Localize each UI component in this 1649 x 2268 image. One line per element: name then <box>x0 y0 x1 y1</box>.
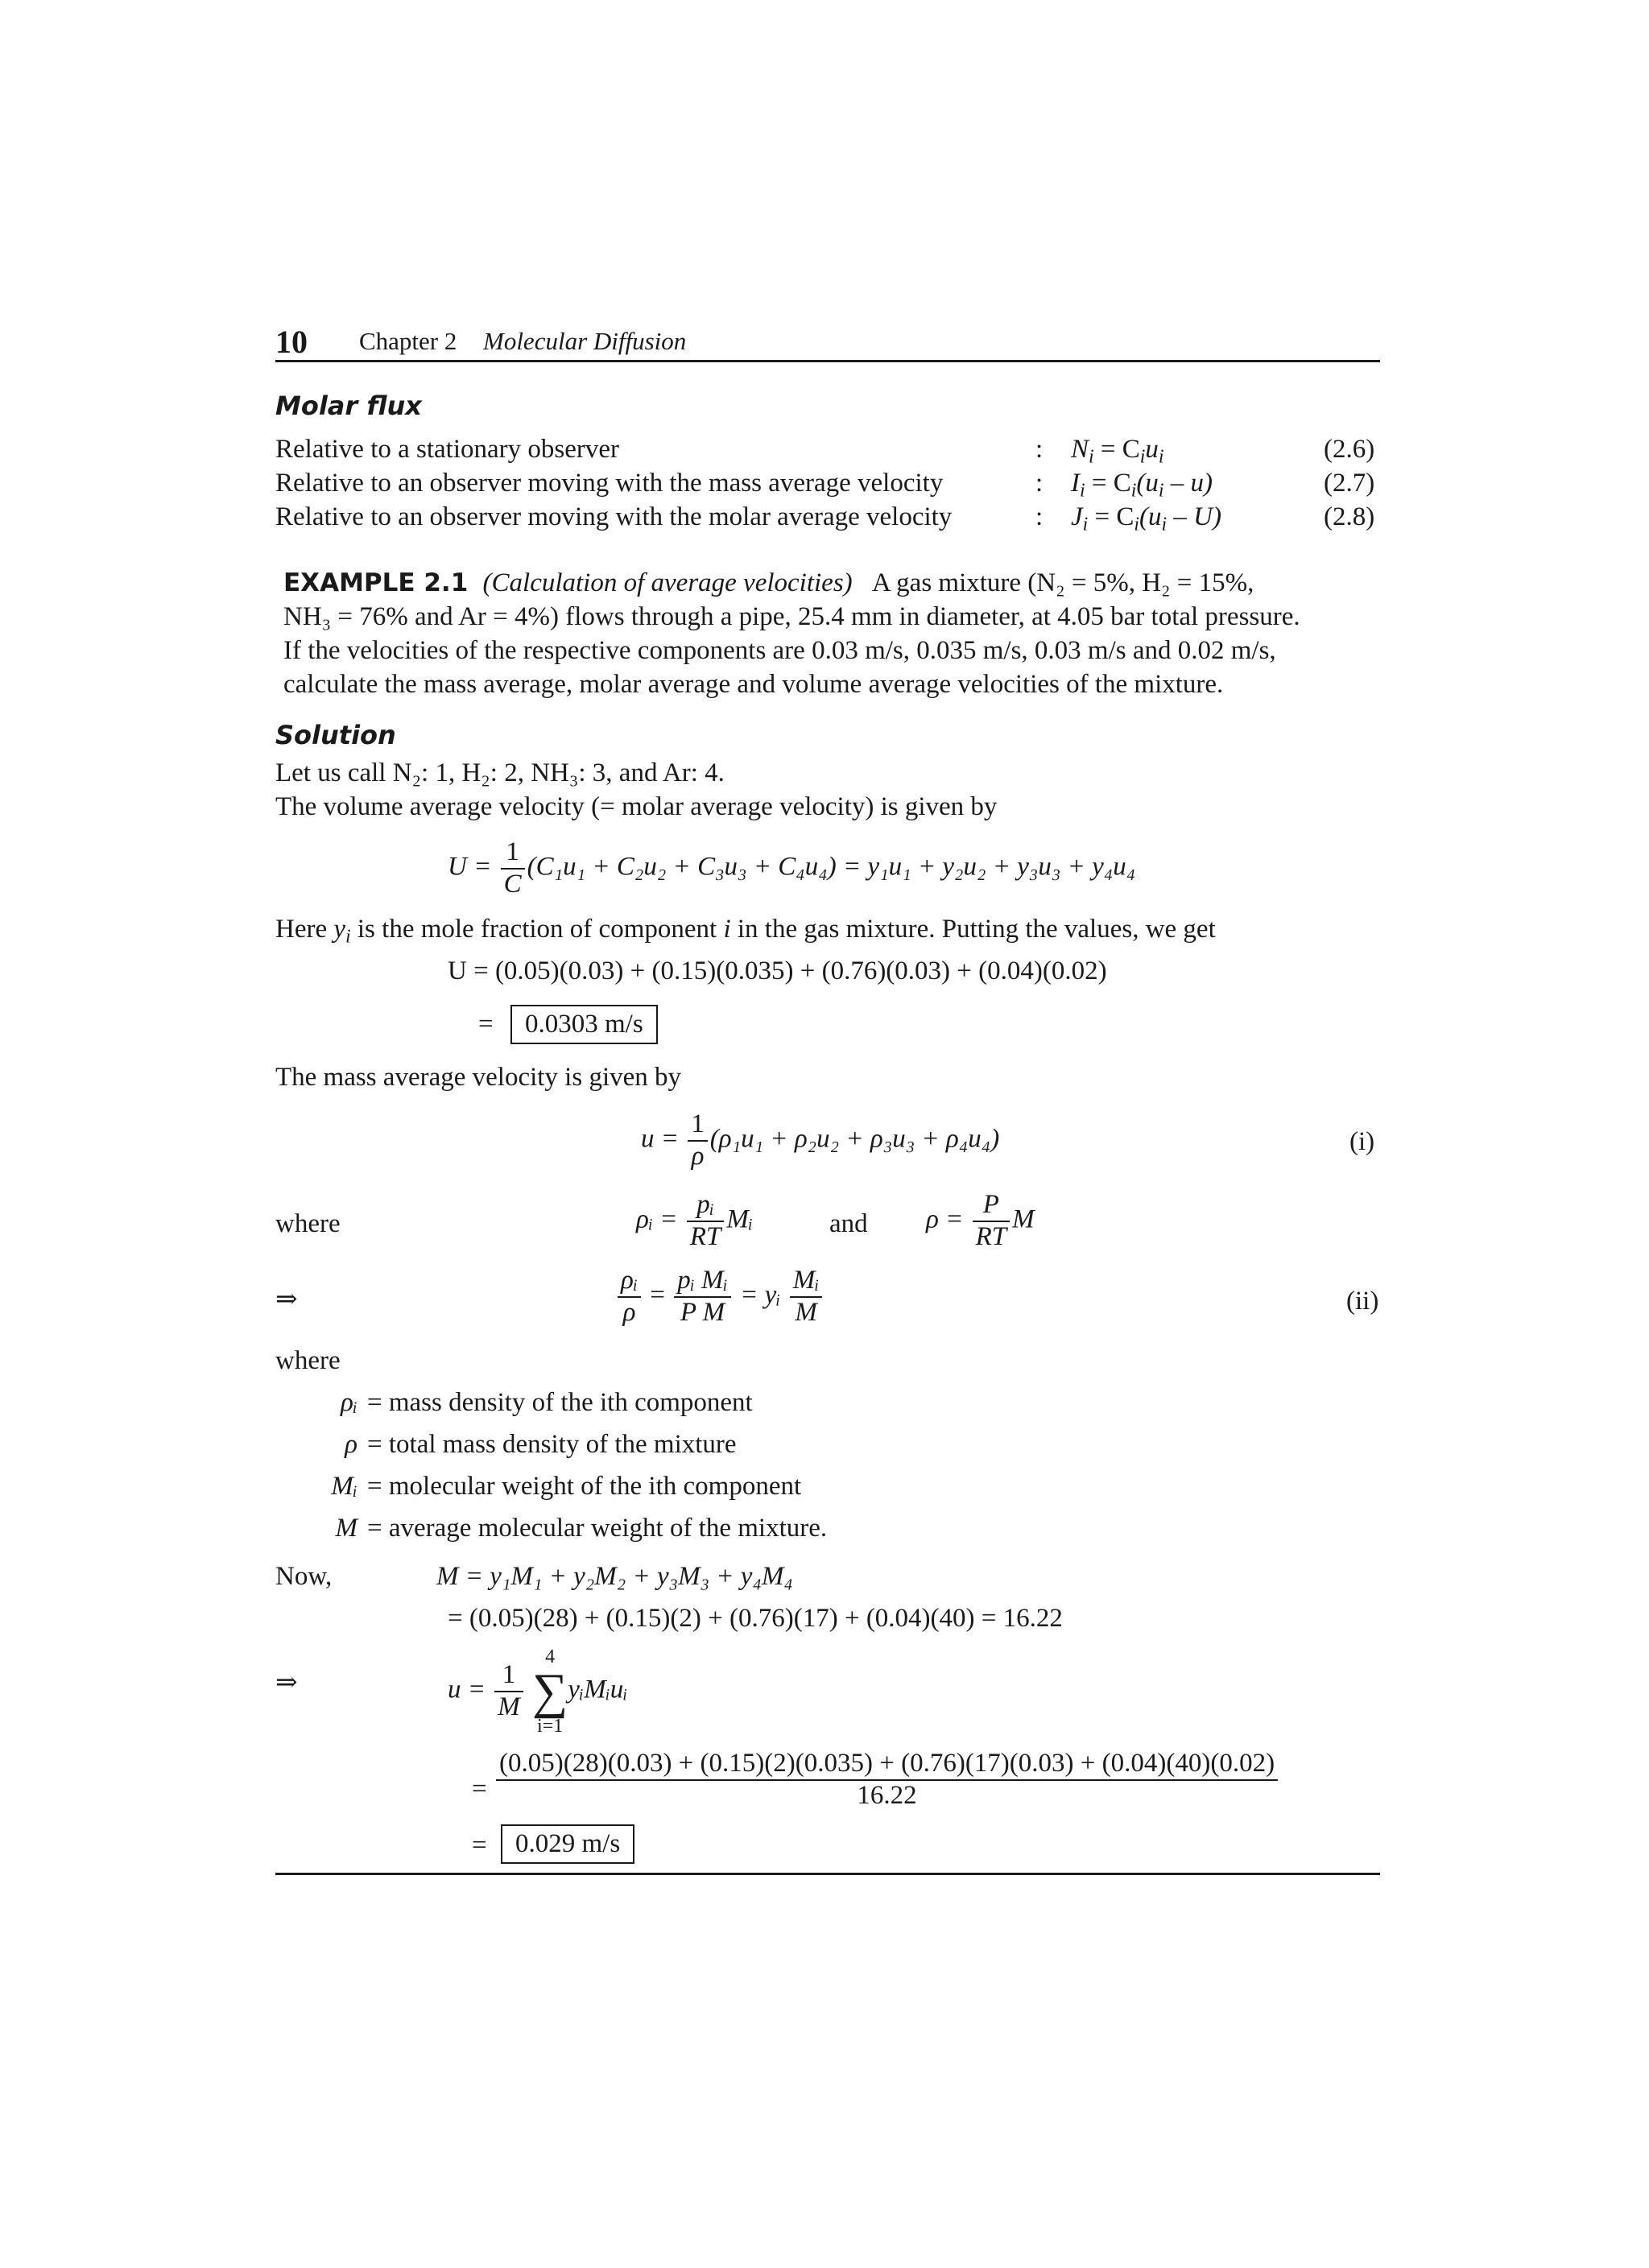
example-title: (Calculation of average velocities) <box>482 568 853 597</box>
example-text-line: calculate the mass average, molar average and volume average velocities of the mixture. <box>283 670 1224 699</box>
equation-M: M = y₁M₁ + y₂M₂ + y₃M₃ + y₄M₄ <box>436 1562 793 1591</box>
flux-row-colon: : <box>1035 435 1044 464</box>
equation-u-mass: u = $\frac{1}{\rho}$ (ρ₁u₁ + ρ₂u₂ + ρ₃u₃ + ρ₄u₄) <box>641 1109 1000 1171</box>
flux-row-colon: : <box>1035 469 1044 498</box>
flux-row-desc: Relative to a stationary observer <box>275 435 620 464</box>
flux-row-colon: : <box>1035 502 1044 531</box>
solution-heading: Solution <box>275 720 396 750</box>
def-symbol: Mᵢ <box>331 1472 357 1501</box>
sum-operator: 4 ∑ i=1 <box>532 1646 568 1737</box>
eq-number: (ii) <box>1346 1287 1379 1316</box>
header-rule <box>275 360 1380 362</box>
calc-U: U = (0.05)(0.03) + (0.15)(0.035) + (0.76)(0.03) + (0.04)(0.02) <box>448 956 1107 985</box>
chapter-label: Chapter 2 <box>359 327 457 355</box>
def-symbol: ρᵢ <box>340 1388 357 1417</box>
solution-text: The mass average velocity is given by <box>275 1063 682 1092</box>
where-label: where <box>275 1209 341 1238</box>
implies-arrow: ⇒ <box>275 1668 298 1697</box>
where-label: where <box>275 1346 341 1375</box>
flux-row-equation: $I_i = C_i(u_i - u)$ <box>1071 469 1213 502</box>
solution-text: Here $y_i$ is the mole fraction of component i in the gas mixture. Putting the values, we get <box>275 915 1216 948</box>
page-number: 10 <box>275 324 308 360</box>
solution-text: The volume average velocity (= molar average velocity) is given by <box>275 792 998 821</box>
def-text: = molecular weight of the ith component <box>367 1472 802 1501</box>
chapter-title: Molecular Diffusion <box>483 327 687 355</box>
flux-row-equation: $N_i = C_iu_i$ <box>1071 435 1164 468</box>
big-fraction: (0.05)(28)(0.03) + (0.15)(2)(0.035) + (0.76)(17)(0.03) + (0.04)(40)(0.02) 16.22 <box>496 1749 1278 1812</box>
flux-row-eq-number: (2.6) <box>1324 435 1375 464</box>
def-text: = total mass density of the mixture <box>367 1430 737 1459</box>
def-text: = average molecular weight of the mixture. <box>367 1514 828 1543</box>
flux-row-eq-number: (2.8) <box>1324 502 1375 531</box>
def-symbol: M <box>335 1514 357 1543</box>
example-text-line: NH₃ = 76% and Ar = 4%) flows through a pipe, 25.4 mm in diameter, at 4.05 bar total pressure. <box>283 602 1300 631</box>
footer-rule <box>275 1873 1380 1875</box>
flux-row-desc: Relative to an observer moving with the mass average velocity <box>275 469 944 498</box>
molar-flux-heading: Molar flux <box>275 390 422 421</box>
result-u-box: 0.029 m/s <box>501 1824 634 1864</box>
implies-arrow: ⇒ <box>275 1285 298 1314</box>
def-symbol: ρ <box>345 1430 357 1459</box>
equation-U: U = $\frac{1}{C}$ (C₁u₁ + C₂u₂ + C₃u₃ + C₄u₄) = y₁u₁ + y₂u₂ + y₃u₃ + y₄u₄ <box>448 837 1136 899</box>
equation-ratio: $\frac{\text{ρᵢ}}{\rho}$ = $\frac{\text{pᵢ Mᵢ}}{\text{P M}}$ = yᵢ $\frac{\text{Mᵢ}}{M}$ <box>615 1266 824 1328</box>
equation-sum: u = $\frac{1}{M}$ 4 ∑ i=1 yᵢMᵢuᵢ <box>448 1646 628 1737</box>
and-label: and <box>829 1209 868 1238</box>
example-first-line <box>283 567 1254 600</box>
example-text-line: A gas mixture (N₂ = 5%, H₂ = 15%, <box>871 568 1254 597</box>
equals-sign: = <box>478 1010 494 1039</box>
solution-text: Let us call N₂: 1, H₂: 2, NH₃: 3, and Ar: 4. <box>275 758 725 787</box>
equation-rho-i: ρᵢ = $\frac{\text{pᵢ}}{RT}$ Mᵢ <box>636 1190 754 1251</box>
def-text: = mass density of the ith component <box>367 1388 753 1417</box>
equals-sign: = <box>472 1774 487 1803</box>
example-text-line: If the velocities of the respective components are 0.03 m/s, 0.035 m/s, 0.03 m/s and 0.02 m/s, <box>283 636 1276 665</box>
calc-M: = (0.05)(28) + (0.15)(2) + (0.76)(17) + (0.04)(40) = 16.22 <box>448 1604 1063 1633</box>
flux-row-eq-number: (2.7) <box>1324 469 1375 498</box>
flux-row-desc: Relative to an observer moving with the molar average velocity <box>275 502 953 531</box>
equation-rho: ρ = $\frac{P}{RT}$ M <box>926 1190 1035 1251</box>
flux-row-equation: $J_i = C_i(u_i - U)$ <box>1071 502 1221 535</box>
now-label: Now, <box>275 1562 333 1591</box>
result-U-box: 0.0303 m/s <box>510 1005 658 1044</box>
equals-sign: = <box>472 1831 487 1860</box>
example-label: EXAMPLE 2.1 <box>283 568 469 597</box>
eq-number: (i) <box>1349 1127 1375 1156</box>
